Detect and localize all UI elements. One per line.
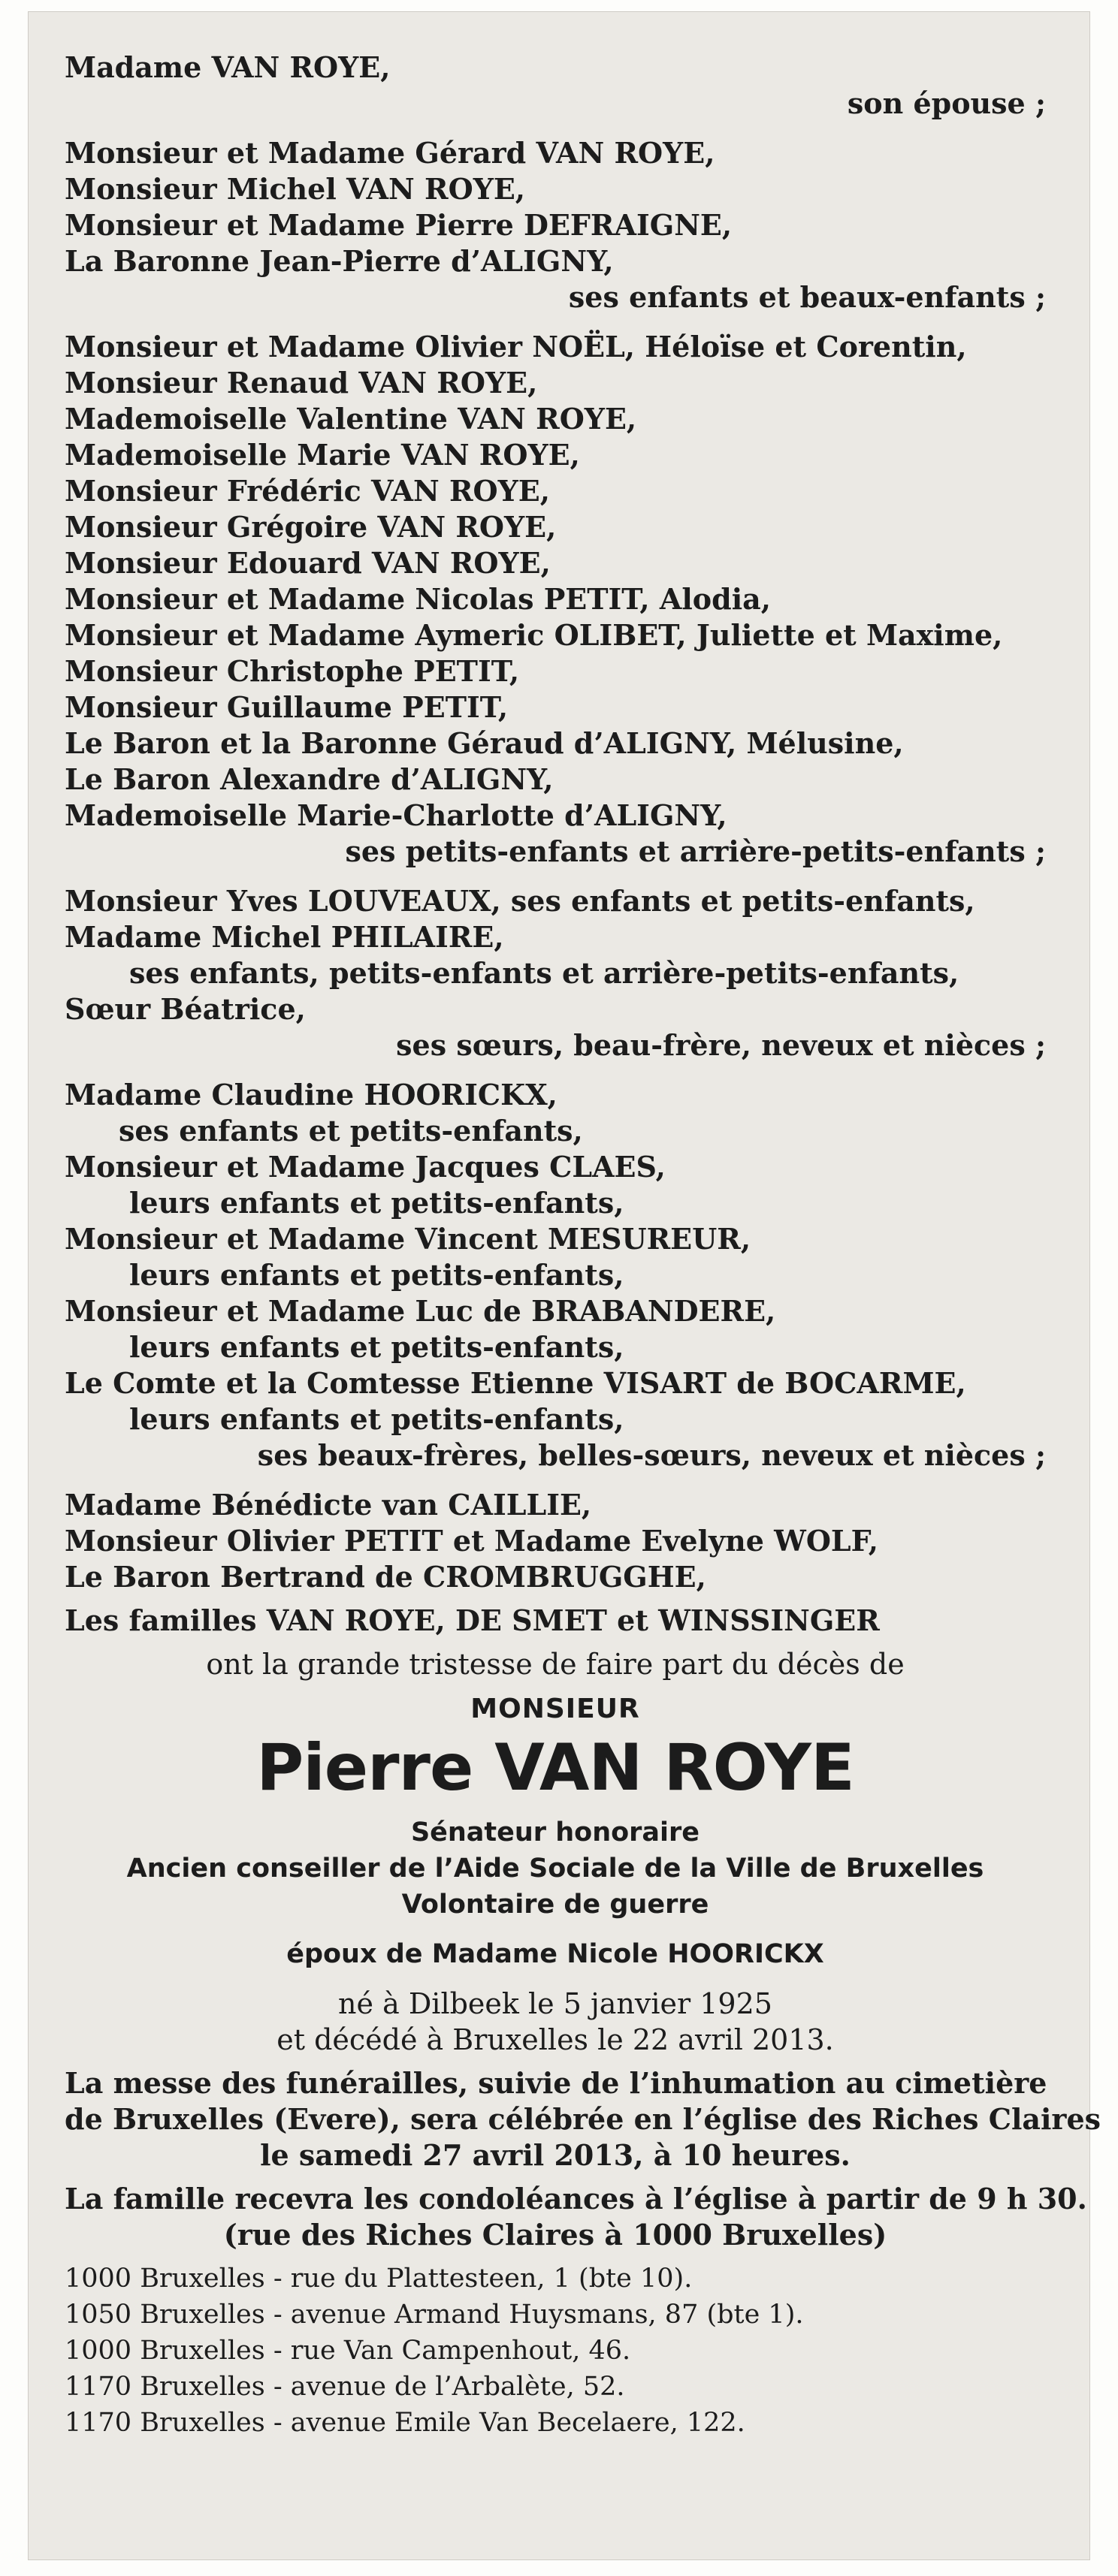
in-law-line: Monsieur et Madame Vincent MESUREUR,: [65, 1222, 751, 1256]
birth-line: né à Dilbeek le 5 janvier 1925: [338, 1987, 772, 2020]
child-line: Monsieur Michel VAN ROYE,: [65, 172, 526, 206]
others-block: [65, 1487, 1046, 1595]
other-line: Monsieur Olivier PETIT et Madame Evelyne WOLF,: [65, 1524, 879, 1558]
sibling-line: Monsieur Yves LOUVEAUX, ses enfants et petits-enfants,: [65, 884, 975, 918]
in-law-line: leurs enfants et petits-enfants,: [129, 1186, 624, 1220]
grandchildren-block: [65, 329, 1046, 870]
grandchild-line: Monsieur et Madame Aymeric OLIBET, Juliette et Maxime,: [65, 618, 1003, 652]
grandchild-line: Monsieur Edouard VAN ROYE,: [65, 546, 551, 580]
child-line: Monsieur et Madame Pierre DEFRAIGNE,: [65, 208, 733, 242]
condolences-block: [65, 2181, 1087, 2253]
death-notice: [29, 12, 1101, 2559]
grandchild-line: Le Baron Alexandre d’ALIGNY,: [65, 762, 554, 796]
in-law-line: Monsieur et Madame Jacques CLAES,: [65, 1150, 666, 1184]
spouse-relation: son épouse ;: [847, 86, 1046, 120]
in-law-line: Madame Claudine HOORICKX,: [65, 1078, 557, 1112]
child-line: Monsieur et Madame Gérard VAN ROYE,: [65, 136, 715, 170]
other-line: Madame Bénédicte van CAILLIE,: [65, 1488, 592, 1522]
address-line: 1170 Bruxelles - avenue Emile Van Becelaere, 122.: [65, 2408, 745, 2438]
deceased-title: Volontaire de guerre: [401, 1890, 709, 1920]
announcement: ont la grande tristesse de faire part du décès de: [206, 1648, 905, 1681]
sibling-line: Madame Michel PHILAIRE,: [65, 920, 504, 954]
funeral-line: La messe des funérailles, suivie de l’inhumation au cimetière: [65, 2066, 1047, 2100]
condolences-line: (rue des Riches Claires à 1000 Bruxelles): [223, 2218, 887, 2252]
children-block: [65, 135, 1046, 315]
grandchild-line: Monsieur Renaud VAN ROYE,: [65, 366, 538, 400]
in-law-line: leurs enfants et petits-enfants,: [129, 1330, 624, 1364]
condolences-line: La famille recevra les condoléances à l’église à partir de 9 h 30.: [65, 2182, 1087, 2216]
funeral-block: [65, 2065, 1101, 2173]
funeral-line: le samedi 27 avril 2013, à 10 heures.: [260, 2138, 851, 2172]
in-law-line: Le Comte et la Comtesse Etienne VISART de BOCARME,: [65, 1366, 966, 1400]
address-line: 1000 Bruxelles - rue Van Campenhout, 46.: [65, 2336, 631, 2366]
siblings-block: [65, 883, 1046, 1063]
address-line: 1170 Bruxelles - avenue de l’Arbalète, 52.: [65, 2372, 625, 2402]
in-law-line: leurs enfants et petits-enfants,: [129, 1258, 624, 1292]
grandchild-line: Monsieur Guillaume PETIT,: [65, 690, 509, 724]
funeral-line: de Bruxelles (Evere), sera célébrée en l’église des Riches Claires: [65, 2102, 1101, 2136]
spouse-name: Madame VAN ROYE,: [65, 50, 391, 84]
grandchild-line: Mademoiselle Marie-Charlotte d’ALIGNY,: [65, 798, 727, 832]
siblings-relation: ses sœurs, beau-frère, neveux et nièces ;: [396, 1028, 1046, 1062]
in-law-line: leurs enfants et petits-enfants,: [129, 1402, 624, 1436]
grandchild-line: Monsieur et Madame Olivier NOËL, Héloïse et Corentin,: [65, 330, 967, 363]
address-line: 1000 Bruxelles - rue du Plattesteen, 1 (bte 10).: [65, 2264, 693, 2294]
grandchild-line: Monsieur Grégoire VAN ROYE,: [65, 510, 557, 544]
grandchild-line: Monsieur Christophe PETIT,: [65, 654, 520, 688]
newspaper-clipping: [29, 12, 1101, 2559]
in-law-line: Monsieur et Madame Luc de BRABANDERE,: [65, 1294, 776, 1328]
other-line: Le Baron Bertrand de CROMBRUGGHE,: [65, 1560, 706, 1594]
address-line: 1050 Bruxelles - avenue Armand Huysmans, 87 (bte 1).: [65, 2300, 804, 2330]
grandchild-line: Monsieur Frédéric VAN ROYE,: [65, 474, 550, 508]
children-relation: ses enfants et beaux-enfants ;: [568, 280, 1046, 314]
grandchild-line: Mademoiselle Valentine VAN ROYE,: [65, 402, 637, 436]
grandchild-line: Monsieur et Madame Nicolas PETIT, Alodia,: [65, 582, 771, 616]
sibling-line: ses enfants, petits-enfants et arrière-petits-enfants,: [129, 956, 959, 990]
sibling-line: Sœur Béatrice,: [65, 992, 306, 1026]
grandchild-line: Le Baron et la Baronne Géraud d’ALIGNY, Mélusine,: [65, 726, 904, 760]
in-law-line: ses enfants et petits-enfants,: [119, 1114, 583, 1148]
child-line: La Baronne Jean-Pierre d’ALIGNY,: [65, 244, 614, 278]
deceased-honorific: MONSIEUR: [470, 1694, 640, 1724]
families-line: Les familles VAN ROYE, DE SMET et WINSSINGER: [65, 1603, 880, 1637]
deceased-spouse: époux de Madame Nicole HOORICKX: [286, 1939, 824, 1969]
death-line: et décédé à Bruxelles le 22 avril 2013.: [276, 2023, 834, 2056]
deceased-title: Ancien conseiller de l’Aide Sociale de la Ville de Bruxelles: [126, 1854, 984, 1884]
in-laws-block: [65, 1077, 1046, 1474]
deceased-name: Pierre VAN ROYE: [256, 1730, 854, 1805]
in-laws-relation: ses beaux-frères, belles-sœurs, neveux et nièces ;: [257, 1438, 1046, 1472]
deceased-title: Sénateur honoraire: [410, 1817, 700, 1848]
addresses-block: [65, 2261, 1046, 2441]
grandchildren-relation: ses petits-enfants et arrière-petits-enfants ;: [345, 834, 1046, 868]
grandchild-line: Mademoiselle Marie VAN ROYE,: [65, 438, 580, 472]
